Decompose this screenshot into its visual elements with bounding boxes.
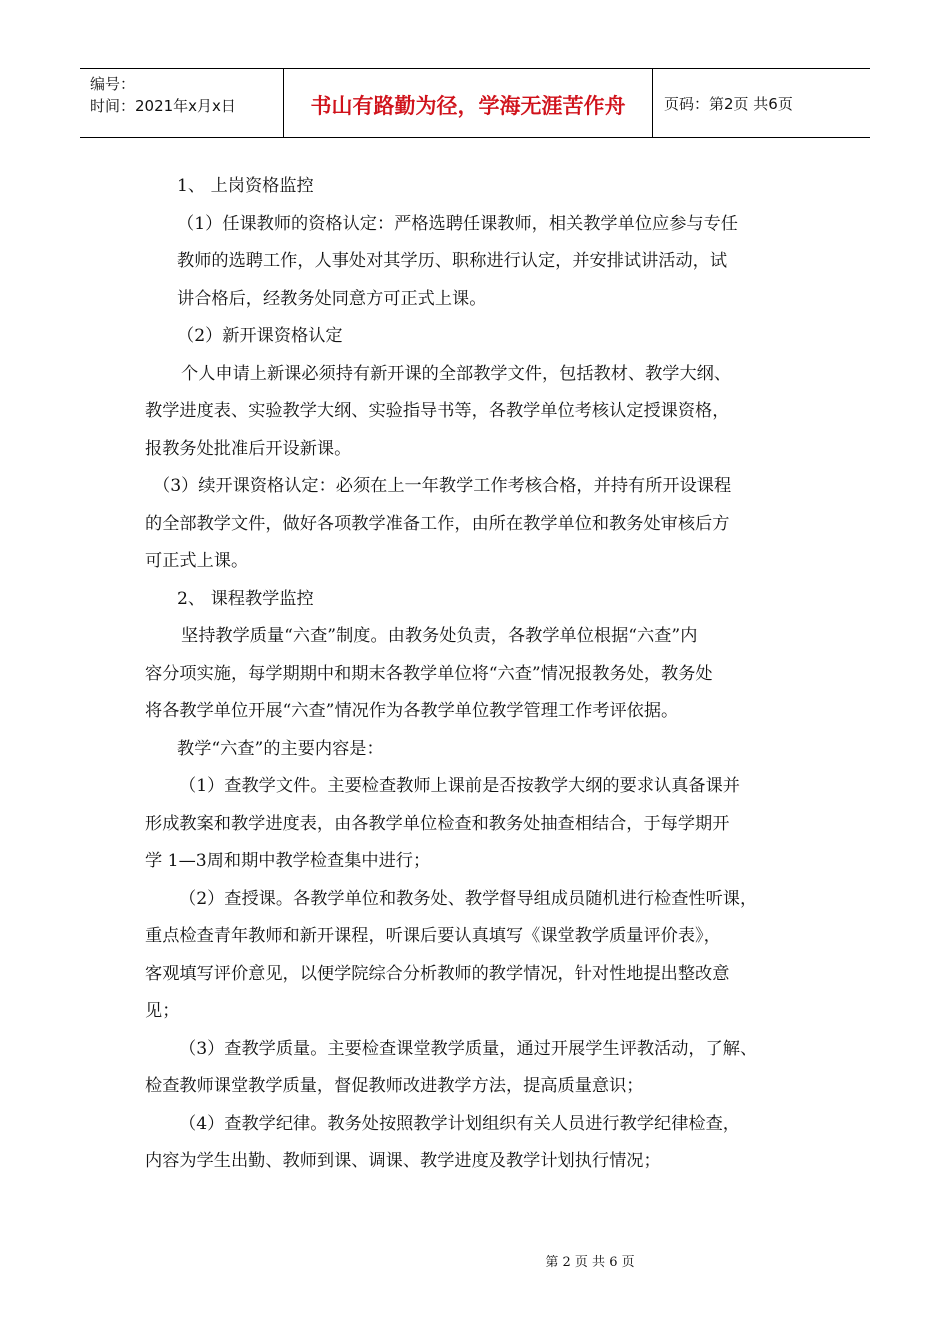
- document-time-label: 时间：2021年x月x日: [90, 97, 236, 115]
- paragraph-line: （3）查教学质量。主要检查课堂教学质量，通过开展学生评教活动，了解、: [179, 1038, 758, 1059]
- subsection-heading: （2）新开课资格认定: [177, 326, 343, 346]
- paragraph-line: （4）查教学纪律。教务处按照教学计划组织有关人员进行教学纪律检查，: [179, 1113, 740, 1134]
- paragraph-line: （1）查教学文件。主要检查教师上课前是否按教学大纲的要求认真备课并: [179, 776, 740, 796]
- paragraph-line: 内容为学生出勤、教师到课、调课、教学进度及教学计划执行情况；: [145, 1151, 661, 1171]
- paragraph-line: 检查教师课堂教学质量，督促教师改进教学方法，提高质量意识；: [145, 1076, 644, 1096]
- paragraph-line: 坚持教学质量“六查”制度。由教务处负责，各教学单位根据“六查”内: [181, 626, 698, 646]
- page-footer: 第 2 页 共 6 页: [545, 1255, 635, 1270]
- paragraph-line: 教学“六查”的主要内容是：: [177, 738, 384, 759]
- paragraph-line: （1）任课教师的资格认定：严格选聘任课教师，相关教学单位应参与专任: [177, 213, 738, 234]
- section-heading: 1、 上岗资格监控: [177, 176, 314, 196]
- paragraph-line: 容分项实施，每学期期中和期末各教学单位将“六查”情况报教务处，教务处: [145, 663, 713, 684]
- paragraph-line: 形成教案和教学进度表，由各教学单位检查和教务处抽查相结合，于每学期开: [145, 813, 730, 834]
- paragraph-line: 讲合格后，经教务处同意方可正式上课。: [177, 288, 487, 309]
- paragraph-line: 个人申请上新课必须持有新开课的全部教学文件，包括教材、教学大纲、: [181, 363, 732, 384]
- header-meta: [90, 73, 236, 117]
- section-heading: 2、 课程教学监控: [177, 588, 314, 609]
- paragraph-line: 的全部教学文件，做好各项教学准备工作，由所在教学单位和教务处审核后方: [145, 513, 730, 534]
- paragraph-line: （2）查授课。各教学单位和教务处、教学督导组成员随机进行检查性听课，: [179, 888, 758, 909]
- paragraph-line: 学 1—3周和期中教学检查集中进行；: [145, 851, 431, 871]
- paragraph-line: 见；: [145, 1001, 180, 1021]
- paragraph-line: 教师的选聘工作，人事处对其学历、职称进行认定，并安排试讲活动，试: [177, 251, 728, 271]
- paragraph-line: 教学进度表、实验教学大纲、实验指导书等，各教学单位考核认定授课资格，: [145, 401, 730, 421]
- document-body: [145, 168, 815, 1181]
- page-header: [80, 68, 870, 138]
- paragraph-line: （3）续开课资格认定：必须在上一年教学工作考核合格，并持有所开设课程: [153, 476, 732, 496]
- header-motto: 书山有路勤为径，学海无涯苦作舟: [283, 69, 653, 137]
- paragraph-line: 报教务处批准后开设新课。: [145, 438, 352, 459]
- paragraph-line: 将各教学单位开展“六查”情况作为各教学单位教学管理工作考评依据。: [145, 701, 679, 721]
- paragraph-line: 重点检查青年教师和新开课程，听课后要认真填写《课堂教学质量评价表》，: [145, 926, 721, 946]
- paragraph-line: 客观填写评价意见，以便学院综合分析教师的教学情况，针对性地提出整改意: [145, 963, 730, 984]
- header-page-info: 页码：第2页 共6页: [664, 95, 793, 113]
- document-number-label: 编号：: [90, 75, 136, 93]
- paragraph-line: 可正式上课。: [145, 551, 249, 571]
